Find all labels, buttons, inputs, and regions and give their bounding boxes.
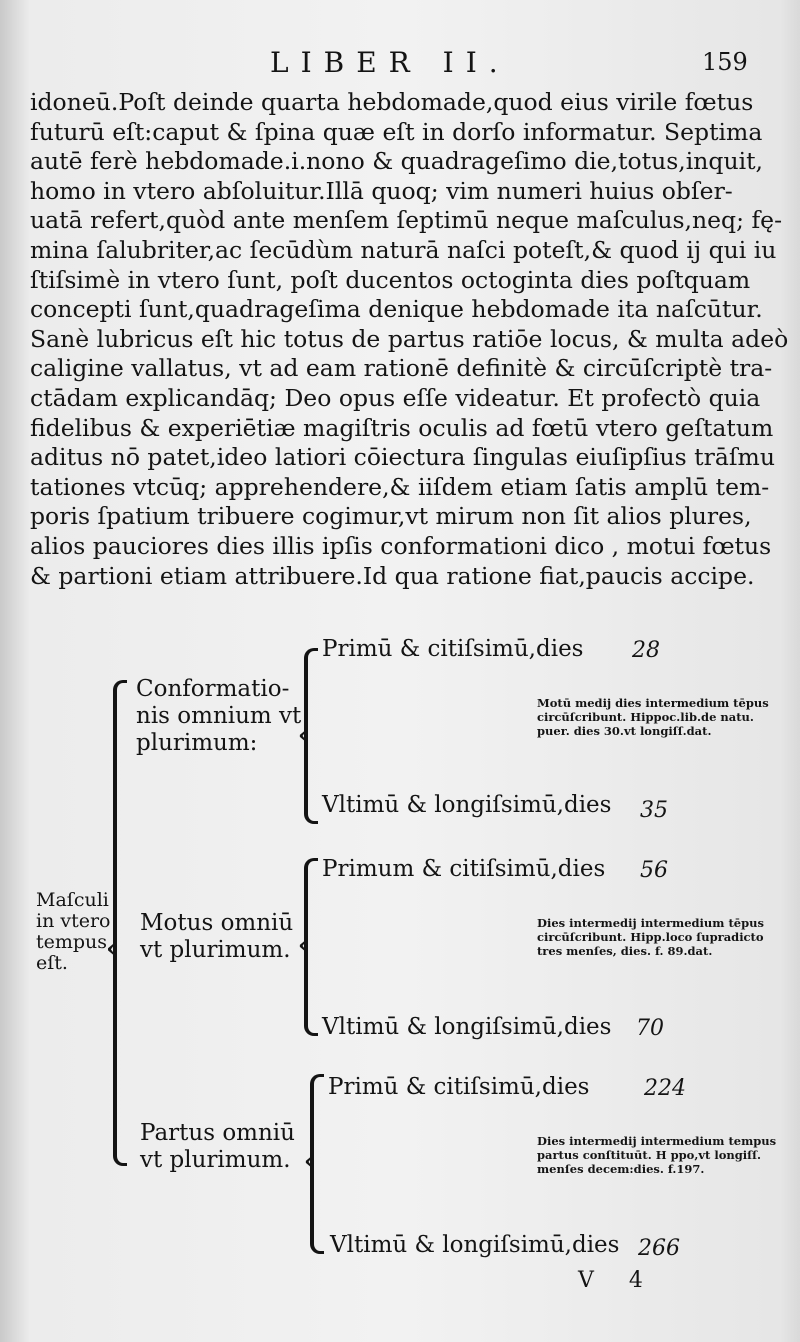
side-note: Motū medij dies intermedium tēpus circūſcribunt. Hippoc.lib.de natu. puer. dies 30.vt longiſſ.dat. bbox=[537, 696, 769, 738]
body-paragraph bbox=[30, 88, 789, 591]
signature-mark: V 4 bbox=[578, 1268, 657, 1293]
text-line: ſtiſsimè in vtero ſunt, poſt ducentos octoginta dies poſtquam bbox=[30, 265, 751, 294]
row-label-first: Primū & citiſsimū,dies bbox=[328, 1074, 590, 1100]
text-line: poris ſpatium tribuere cogimur,vt mirum non ſit alios plures, bbox=[30, 502, 752, 531]
text-line: concepti ſunt,quadrageſima denique hebdomade ita naſcūtur. bbox=[30, 295, 763, 324]
text-line: autē ferè hebdomade.i.nono & quadrageſimo die,totus,inquit, bbox=[30, 147, 764, 176]
text-line: idoneū.Poſt deinde quarta hebdomade,quod eius virile fœtus bbox=[30, 88, 754, 116]
group-label-motion: Motus omniū vt plurimum. bbox=[140, 910, 294, 963]
main-brace-point: ‹ bbox=[106, 934, 117, 964]
text-line: homo in vtero abſoluitur.Illā quoq; vim numeri huius obſer- bbox=[30, 176, 733, 205]
side-note: Dies intermedij intermedium tempus partus conſtituūt. H ppo,vt longiſſ. menſes decem:dies. f.197. bbox=[537, 1134, 777, 1176]
table-left-label: Maſculi in vtero tempus eſt. bbox=[36, 889, 111, 974]
running-title: LIBER II. bbox=[270, 46, 510, 79]
group-brace-point: ‹ bbox=[298, 720, 308, 749]
group-brace-point: ‹ bbox=[298, 930, 308, 959]
row-value: 266 bbox=[638, 1236, 680, 1261]
text-line: mina ſalubriter,ac ſecūdùm naturā naſci poteſt,& quod ij qui iu bbox=[30, 235, 777, 264]
row-label-first: Primum & citiſsimū,dies bbox=[322, 856, 606, 882]
text-line: alios pauciores dies illis ipſis conformationi dico , motui fœtus bbox=[30, 531, 772, 560]
text-line: caligine vallatus, vt ad eam rationē definitè & circūſcriptè tra- bbox=[30, 354, 773, 383]
row-label-first: Primū & citiſsimū,dies bbox=[322, 636, 584, 662]
row-value: 35 bbox=[640, 798, 668, 823]
row-value: 224 bbox=[644, 1076, 686, 1101]
side-note: Dies intermedij intermedium tēpus circūſcribunt. Hipp.loco ſupradicto tres menſes, dies. f. 89.dat. bbox=[537, 916, 764, 958]
row-label-last: Vltimū & longiſsimū,dies bbox=[322, 1014, 612, 1040]
text-line: aditus nō patet,ideo latiori cōiectura ſingulas eiuſipſius trāſmu bbox=[30, 443, 775, 472]
text-line: fidelibus & experiētiæ magiſtris oculis ad fœtū vtero geſtatum bbox=[30, 413, 774, 442]
group-label-conformation: Conformatio-nis omnium vt plurimum: bbox=[136, 676, 302, 756]
group-brace-point: ‹ bbox=[304, 1146, 314, 1175]
row-label-last: Vltimū & longiſsimū,dies bbox=[322, 792, 612, 818]
text-line: Sanè lubricus eſt hic totus de partus ratiōe locus, & multa adeò bbox=[30, 324, 789, 353]
text-line: uatā refert,quòd ante menſem ſeptimū neque maſculus,neq; fę- bbox=[30, 206, 783, 235]
page-number: 159 bbox=[702, 48, 748, 76]
row-value: 28 bbox=[632, 638, 660, 663]
row-value: 70 bbox=[636, 1016, 664, 1041]
row-label-last: Vltimū & longiſsimū,dies bbox=[330, 1232, 620, 1258]
text-line: futurū eſt:caput & ſpina quæ eſt in dorſo informatur. Septima bbox=[30, 117, 763, 146]
group-label-birth: Partus omniū vt plurimum. bbox=[140, 1120, 295, 1173]
main-brace bbox=[113, 680, 127, 1166]
row-value: 56 bbox=[640, 858, 668, 883]
text-line: ctādam explicandāq; Deo opus eſſe videatur. Et profectò quia bbox=[30, 383, 761, 412]
text-line: tationes vtcūq; apprehendere,& iiſdem etiam ſatis amplū tem- bbox=[30, 472, 770, 501]
text-line: & partioni etiam attribuere.Id qua ratione fiat,paucis accipe. bbox=[30, 561, 755, 590]
